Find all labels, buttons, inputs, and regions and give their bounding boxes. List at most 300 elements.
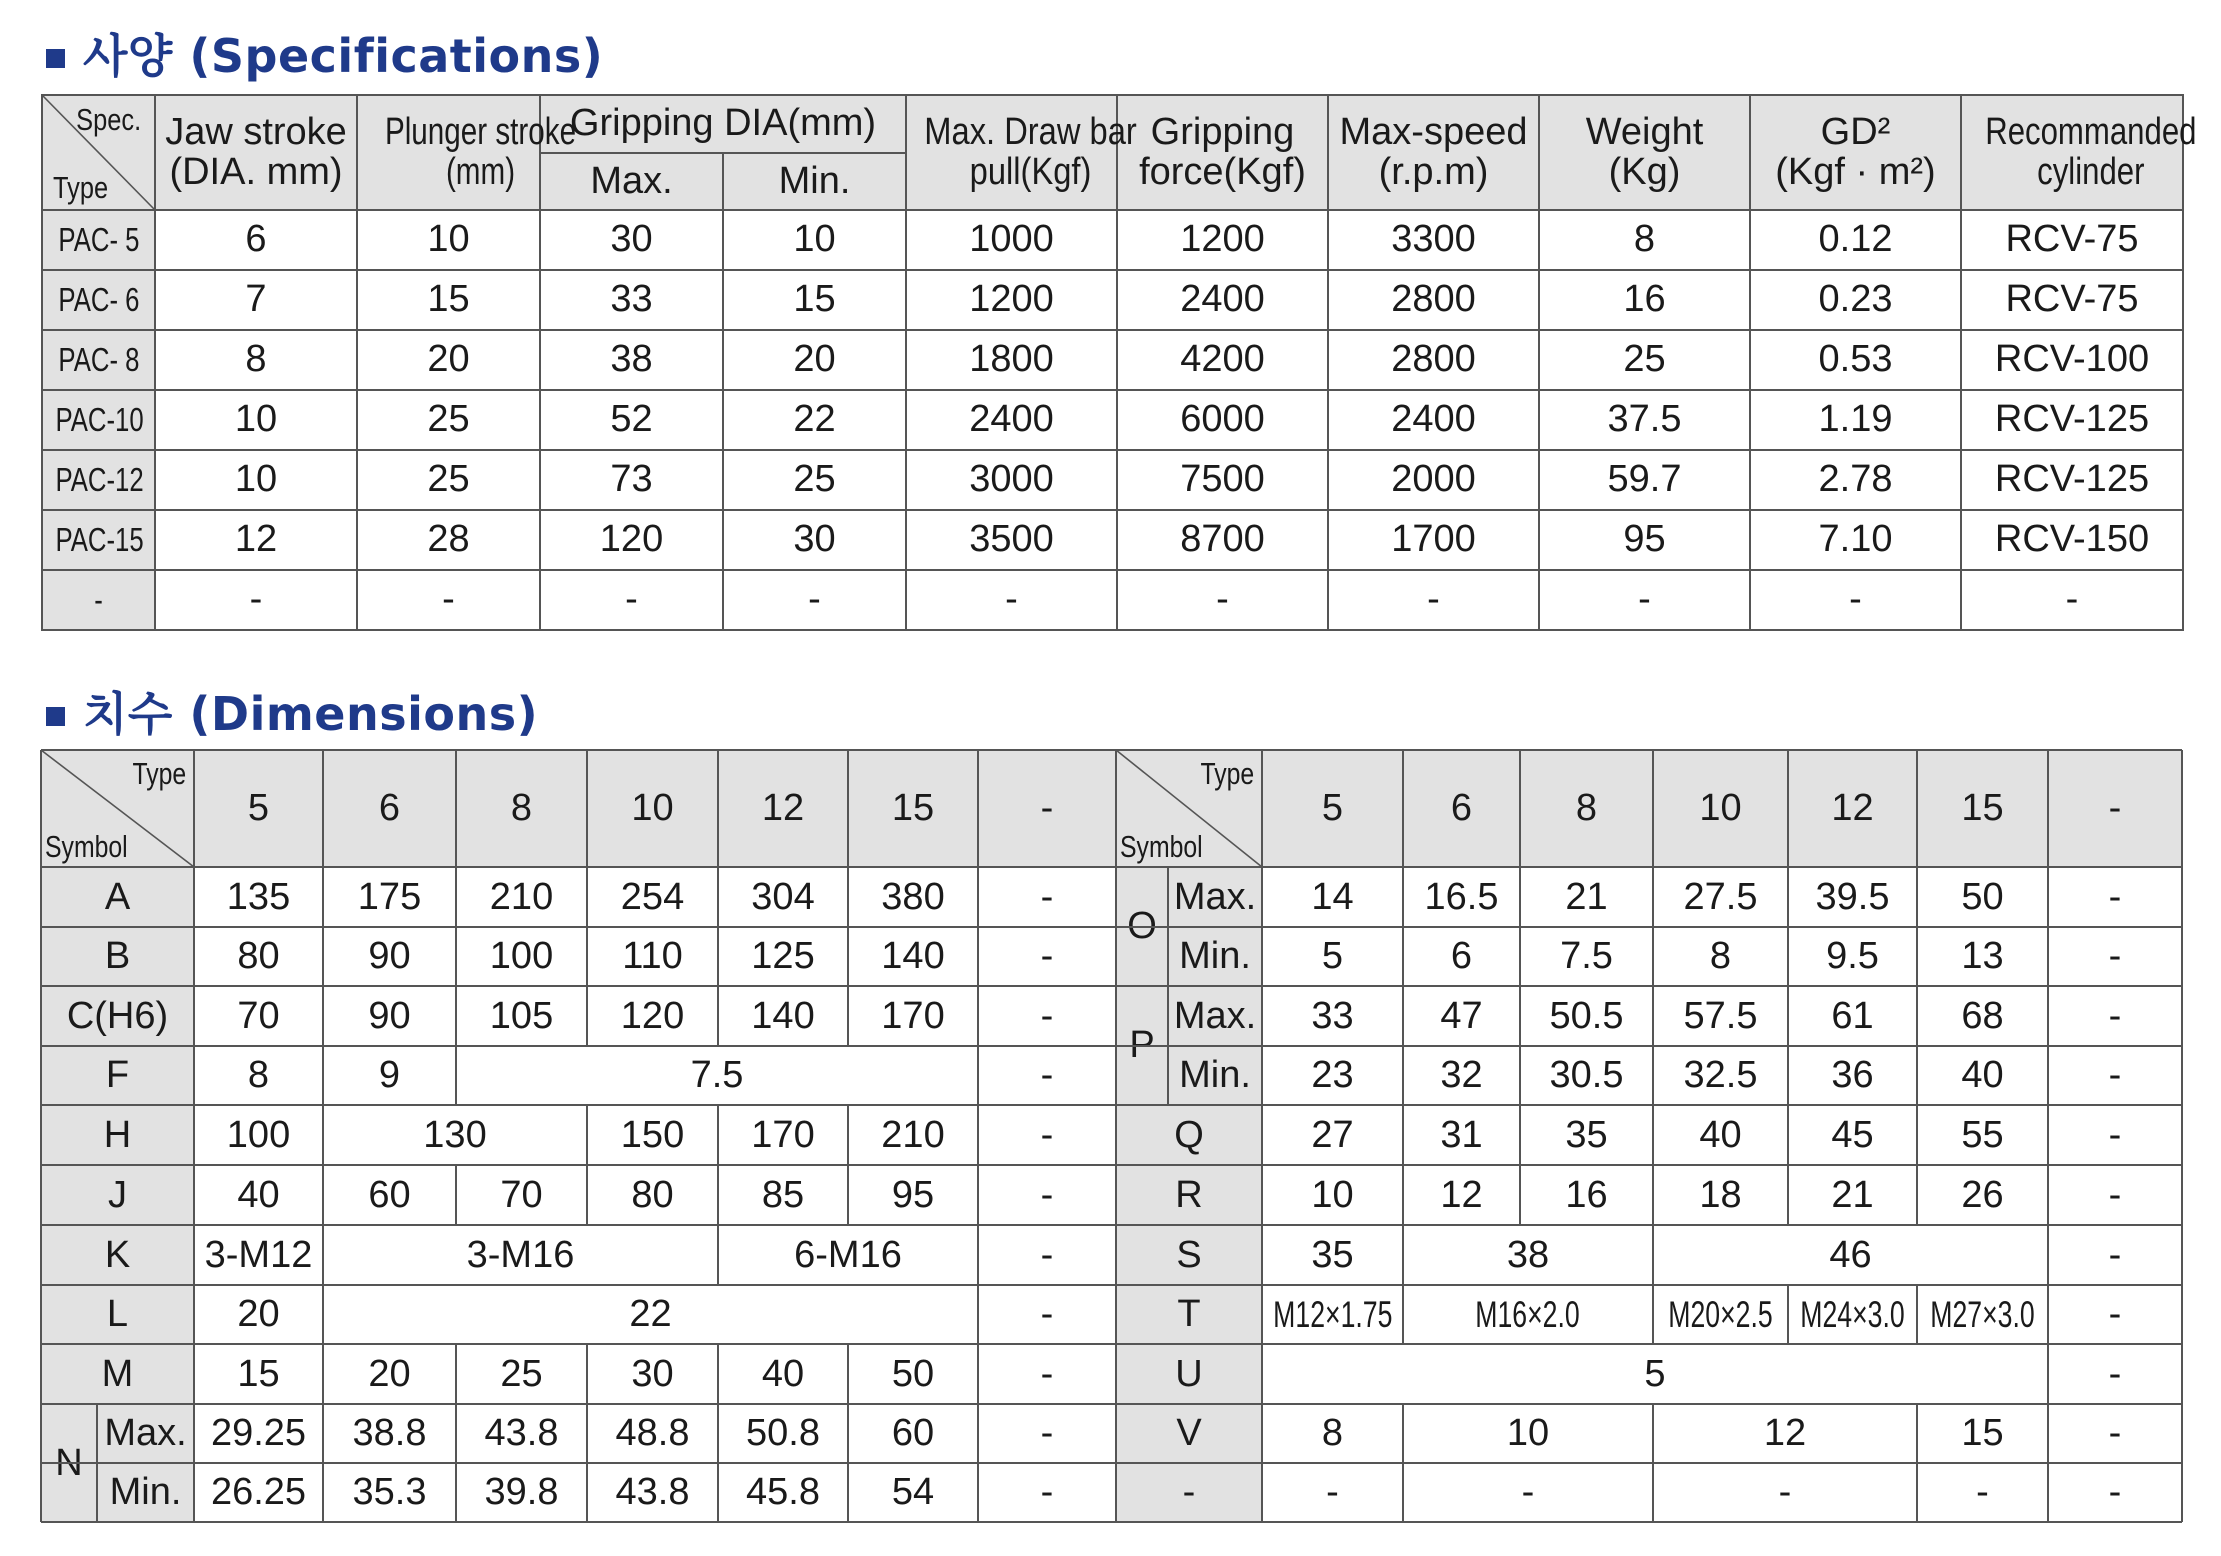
grid-line <box>586 1165 588 1225</box>
spec-value-cell: - <box>1117 570 1328 630</box>
value-b: 140 <box>881 935 945 977</box>
symbol-o: O <box>1127 905 1157 947</box>
header-gripping-force: Gripping force(Kgf) <box>1117 95 1328 210</box>
square-bullet-icon <box>46 707 65 726</box>
dims-corner-cell-left <box>41 750 194 867</box>
value-r: 21 <box>1831 1173 1874 1216</box>
symbol-p-max: Max. <box>1173 994 1257 1037</box>
spec-type-cell: PAC- 5 <box>42 210 155 270</box>
value-b: 110 <box>622 935 683 977</box>
spec-value-cell: - <box>1328 570 1539 630</box>
value-t: M16×2.0 <box>1475 1293 1581 1335</box>
grid-line <box>455 1165 457 1225</box>
value-h: 210 <box>881 1113 945 1156</box>
value-r: 16 <box>1565 1173 1608 1216</box>
spec-type-cell: PAC- 8 <box>42 330 155 390</box>
grid-line <box>41 1462 2182 1464</box>
grid-line <box>1652 1046 1654 1105</box>
grid-line <box>977 867 979 927</box>
grid-line <box>977 1344 979 1404</box>
grid-line <box>1402 986 1404 1046</box>
grid-line <box>96 1404 98 1522</box>
value-l: 20 <box>237 1293 280 1335</box>
header-max: Max. <box>540 153 723 210</box>
spec-value-cell: 25 <box>357 450 540 510</box>
square-bullet-icon <box>46 49 65 68</box>
grid-line <box>322 1463 324 1522</box>
grid-line <box>1519 1046 1521 1105</box>
symbol-f: F <box>105 1054 130 1096</box>
spec-value-cell: 2400 <box>1328 390 1539 450</box>
type-header-right: 5 <box>1321 787 1344 829</box>
grid-line <box>847 986 849 1046</box>
grid-line <box>1402 1404 1404 1463</box>
spec-value-cell: 8 <box>155 330 357 390</box>
spec-value-cell: 8700 <box>1117 510 1328 570</box>
grid-line <box>847 750 849 867</box>
grid-line <box>455 986 457 1046</box>
grid-line <box>1652 986 1654 1046</box>
grid-line <box>1916 1105 1918 1165</box>
grid-line <box>1916 1404 1918 1463</box>
value-v: - <box>2108 1412 2122 1454</box>
spec-value-cell: 10 <box>357 210 540 270</box>
spec-corner-type: Type <box>53 170 109 206</box>
value-j: 60 <box>368 1173 411 1216</box>
grid-line <box>2047 1165 2049 1225</box>
value-q: 40 <box>1699 1113 1742 1156</box>
spec-value-cell: 95 <box>1539 510 1750 570</box>
spec-value-cell: 1000 <box>906 210 1117 270</box>
grid-line <box>322 867 324 927</box>
spec-value-cell: 1800 <box>906 330 1117 390</box>
value-m: 15 <box>237 1352 280 1395</box>
value-v: 8 <box>1321 1412 1344 1454</box>
symbol-m: M <box>101 1352 134 1395</box>
value-p-min: 32.5 <box>1683 1054 1758 1096</box>
value-j: 70 <box>500 1173 543 1216</box>
spec-value-cell: 0.23 <box>1750 270 1961 330</box>
grid-line <box>1916 750 1918 867</box>
grid-line <box>322 1105 324 1165</box>
spec-value-cell: - <box>540 570 723 630</box>
grid-line <box>41 749 2182 751</box>
symbol-l: L <box>106 1293 129 1335</box>
value-m: - <box>1040 1352 1054 1395</box>
symbol-r: R <box>1175 1173 1203 1216</box>
symbol-c: C(H6) <box>66 994 169 1037</box>
spec-value-cell: 8 <box>1539 210 1750 270</box>
type-header-right: 8 <box>1575 787 1598 829</box>
symbol-h: H <box>103 1113 132 1156</box>
symbol-o-max: Max. <box>1173 875 1257 918</box>
symbol-n-max: Max. <box>104 1412 187 1454</box>
grid-line <box>1261 750 1263 1522</box>
value-q: 27 <box>1311 1113 1354 1156</box>
grid-line <box>41 1521 2182 1523</box>
symbol-j: J <box>108 1173 127 1216</box>
type-header-right: - <box>2108 787 2122 829</box>
value-a: 135 <box>226 875 291 918</box>
grid-line <box>1519 927 1521 986</box>
spec-value-cell: 3000 <box>906 450 1117 510</box>
value-c: 170 <box>881 994 945 1037</box>
value-n-min: 26.25 <box>210 1471 307 1513</box>
spec-value-cell: - <box>357 570 540 630</box>
spec-value-cell: 28 <box>357 510 540 570</box>
grid-line <box>1115 750 1117 1522</box>
spec-corner-cell <box>42 95 155 210</box>
grid-line <box>1916 927 1918 986</box>
grid-line <box>1402 1105 1404 1165</box>
value-a: 304 <box>751 875 815 918</box>
spec-value-cell: RCV-100 <box>1961 330 2183 390</box>
value-b: 100 <box>489 935 554 977</box>
value-k: - <box>1040 1233 1054 1276</box>
spec-value-cell: 2400 <box>906 390 1117 450</box>
type-header-left: 6 <box>378 787 401 829</box>
value-dash: - <box>1326 1471 1339 1513</box>
grid-line <box>977 1463 979 1522</box>
spec-value-cell: RCV-125 <box>1961 390 2183 450</box>
grid-line <box>977 1105 979 1165</box>
grid-line <box>322 927 324 986</box>
value-c: 105 <box>489 994 554 1037</box>
grid-line <box>717 986 719 1046</box>
value-c: 90 <box>368 994 411 1037</box>
value-p-max: 33 <box>1311 994 1354 1037</box>
symbol-o-min: Min. <box>1179 935 1251 977</box>
value-q: 35 <box>1565 1113 1608 1156</box>
grid-line <box>2047 1344 2049 1404</box>
spec-value-cell: 73 <box>540 450 723 510</box>
grid-line <box>1652 1404 1654 1463</box>
value-o-min: 6 <box>1450 935 1473 977</box>
value-n-max: 48.8 <box>615 1412 690 1454</box>
value-m: 25 <box>500 1352 543 1395</box>
spec-value-cell: 15 <box>723 270 906 330</box>
grid-line <box>41 1343 2182 1345</box>
corner-symbol-label: Symbol <box>1120 829 1203 864</box>
spec-value-cell: 2000 <box>1328 450 1539 510</box>
dims-table <box>41 750 2182 1522</box>
corner-type-label: Type <box>132 756 186 791</box>
value-l: - <box>1040 1293 1054 1335</box>
grid-line <box>1652 1285 1654 1344</box>
grid-line <box>1402 750 1404 867</box>
grid-line <box>977 750 979 867</box>
value-j: - <box>1040 1173 1054 1216</box>
grid-line <box>2047 927 2049 986</box>
grid-line <box>847 1165 849 1225</box>
grid-line <box>1652 867 1654 927</box>
grid-line <box>977 986 979 1046</box>
symbol-p-min: Min. <box>1179 1054 1251 1096</box>
value-c: - <box>1040 994 1054 1037</box>
grid-line <box>586 986 588 1046</box>
value-b: - <box>1040 935 1054 977</box>
value-p-max: - <box>2108 994 2122 1037</box>
value-p-min: 36 <box>1831 1054 1874 1096</box>
grid-line <box>1916 986 1918 1046</box>
value-c: 120 <box>620 994 685 1037</box>
value-a: 380 <box>881 875 945 918</box>
grid-line <box>1402 867 1404 927</box>
grid-line <box>977 1165 979 1225</box>
grid-line <box>2047 1105 2049 1165</box>
grid-line <box>1402 927 1404 986</box>
value-n-max: - <box>1040 1412 1054 1454</box>
grid-line <box>1519 1105 1521 1165</box>
value-a: 175 <box>357 875 422 918</box>
spec-value-cell: 59.7 <box>1539 450 1750 510</box>
spec-value-cell: 37.5 <box>1539 390 1750 450</box>
grid-line <box>1916 1463 1918 1522</box>
value-u: 5 <box>1644 1352 1666 1395</box>
value-p-max: 57.5 <box>1683 994 1758 1037</box>
value-k: 3-M12 <box>204 1233 313 1276</box>
value-s: 38 <box>1506 1233 1550 1276</box>
value-b: 125 <box>751 935 815 977</box>
type-header-left: 15 <box>891 787 935 829</box>
grid-line <box>455 927 457 986</box>
value-j: 95 <box>891 1173 935 1216</box>
value-a: 210 <box>489 875 554 918</box>
grid-line <box>717 750 719 867</box>
grid-line <box>586 927 588 986</box>
grid-line <box>322 1404 324 1463</box>
spec-row <box>42 210 2183 270</box>
spec-value-cell: 10 <box>155 450 357 510</box>
spec-row <box>42 270 2183 330</box>
symbol-dash: - <box>1182 1471 1196 1513</box>
type-header-left: 10 <box>631 787 674 829</box>
grid-line <box>1167 867 1169 1105</box>
grid-line <box>1519 1165 1521 1225</box>
grid-line <box>2047 750 2049 867</box>
grid-line <box>455 1344 457 1404</box>
value-a: 254 <box>620 875 685 918</box>
spec-value-cell: RCV-125 <box>1961 450 2183 510</box>
value-n-min: 43.8 <box>615 1471 690 1513</box>
grid-line <box>586 1105 588 1165</box>
value-o-min: 9.5 <box>1826 935 1879 977</box>
spec-type-cell: PAC-10 <box>42 390 155 450</box>
value-b: 90 <box>368 935 411 977</box>
grid-line <box>977 1404 979 1463</box>
symbol-s: S <box>1176 1233 1202 1276</box>
value-n-min: - <box>1040 1471 1054 1513</box>
value-h: 170 <box>751 1113 815 1156</box>
value-f: - <box>1040 1054 1054 1096</box>
value-p-min: 40 <box>1961 1054 2004 1096</box>
grid-line <box>1916 1046 1918 1105</box>
spec-value-cell: 7 <box>155 270 357 330</box>
spec-value-cell: RCV-150 <box>1961 510 2183 570</box>
spec-value-cell: 1.19 <box>1750 390 1961 450</box>
spec-value-cell: 1700 <box>1328 510 1539 570</box>
value-j: 80 <box>631 1173 674 1216</box>
spec-value-cell: 10 <box>723 210 906 270</box>
grid-line <box>1787 1046 1789 1105</box>
grid-line <box>847 1105 849 1165</box>
spec-value-cell: RCV-75 <box>1961 210 2183 270</box>
spec-table-body <box>42 210 2183 630</box>
value-n-min: 39.8 <box>484 1471 559 1513</box>
value-r: 10 <box>1311 1173 1354 1216</box>
symbol-u: U <box>1175 1352 1203 1395</box>
grid-line <box>1519 750 1521 867</box>
grid-line <box>1652 1165 1654 1225</box>
value-q: 55 <box>1961 1113 2004 1156</box>
value-s: 46 <box>1829 1233 1872 1276</box>
grid-line <box>1652 1463 1654 1522</box>
grid-line <box>2047 1046 2049 1105</box>
grid-line <box>2047 986 2049 1046</box>
grid-line <box>1519 986 1521 1046</box>
grid-line <box>41 926 2182 928</box>
spec-value-cell: 120 <box>540 510 723 570</box>
grid-line <box>455 867 457 927</box>
grid-line <box>847 867 849 927</box>
spec-value-cell: 25 <box>1539 330 1750 390</box>
grid-line <box>322 750 324 867</box>
value-b: 80 <box>237 935 280 977</box>
header-gripping-dia: Gripping DIA(mm) <box>540 95 906 153</box>
spec-value-cell: - <box>906 570 1117 630</box>
value-n-min: 54 <box>891 1471 935 1513</box>
grid-line <box>1787 1285 1789 1344</box>
value-o-min: - <box>2108 935 2122 977</box>
value-o-max: 14 <box>1311 875 1354 918</box>
spec-corner-spec: Spec. <box>75 102 141 137</box>
type-header-left: 12 <box>761 787 805 829</box>
grid-line <box>322 1344 324 1404</box>
value-t: - <box>2108 1293 2122 1335</box>
grid-line <box>1519 867 1521 927</box>
value-k: 6-M16 <box>794 1233 902 1276</box>
symbol-n: N <box>55 1441 83 1484</box>
value-n-min: 35.3 <box>352 1471 427 1513</box>
type-header-right: 15 <box>1961 787 2004 829</box>
dims-corner-cell-right <box>1116 750 1262 867</box>
value-t: M27×3.0 <box>1930 1293 2035 1335</box>
value-n-max: 29.25 <box>210 1412 307 1454</box>
grid-line <box>717 1463 719 1522</box>
grid-line <box>847 1344 849 1404</box>
grid-line <box>322 1046 324 1105</box>
grid-line <box>977 1225 979 1285</box>
value-dash: - <box>2108 1471 2122 1513</box>
value-o-max: 21 <box>1565 875 1608 918</box>
spec-type-cell: PAC- 6 <box>42 270 155 330</box>
value-p-max: 68 <box>1961 994 2004 1037</box>
spec-value-cell: 10 <box>155 390 357 450</box>
value-p-min: 23 <box>1311 1054 1354 1096</box>
grid-line <box>455 1046 457 1105</box>
grid-line <box>1787 986 1789 1046</box>
spec-row <box>42 330 2183 390</box>
grid-line <box>41 1403 2182 1405</box>
grid-line <box>1402 1165 1404 1225</box>
value-f: 8 <box>247 1054 270 1096</box>
type-header-left: 5 <box>247 787 270 829</box>
value-v: 15 <box>1961 1412 2004 1454</box>
spec-value-cell: 22 <box>723 390 906 450</box>
value-q: 31 <box>1440 1113 1483 1156</box>
grid-line <box>1787 1105 1789 1165</box>
value-o-max: 27.5 <box>1683 875 1758 918</box>
value-r: 12 <box>1440 1173 1483 1216</box>
grid-line <box>322 986 324 1046</box>
grid-line <box>41 1104 2182 1106</box>
value-n-max: 38.8 <box>352 1412 427 1454</box>
grid-line <box>847 927 849 986</box>
spec-heading <box>46 20 603 86</box>
symbol-k: K <box>104 1233 131 1276</box>
value-t: M12×1.75 <box>1272 1293 1393 1335</box>
spec-row <box>42 390 2183 450</box>
corner-symbol-label: Symbol <box>45 829 128 864</box>
value-p-max: 50.5 <box>1549 994 1624 1037</box>
value-f: 9 <box>378 1054 401 1096</box>
value-a: - <box>1040 875 1054 918</box>
value-r: - <box>2108 1173 2122 1216</box>
grid-line <box>41 1224 2182 1226</box>
spec-row <box>42 570 2183 630</box>
header-max-speed: Max-speed (r.p.m) <box>1328 95 1539 210</box>
grid-line <box>1652 750 1654 867</box>
type-header-left: 8 <box>510 787 533 829</box>
value-t: M24×3.0 <box>1800 1293 1905 1335</box>
spec-value-cell: 25 <box>357 390 540 450</box>
value-dash: - <box>1521 1471 1535 1513</box>
spec-value-cell: 2800 <box>1328 270 1539 330</box>
grid-line <box>847 1404 849 1463</box>
grid-line <box>717 1225 719 1285</box>
symbol-b: B <box>104 935 131 977</box>
grid-line <box>41 1284 2182 1286</box>
spec-value-cell: 20 <box>357 330 540 390</box>
value-v: 12 <box>1763 1412 1807 1454</box>
grid-line <box>717 1344 719 1404</box>
spec-value-cell: 30 <box>540 210 723 270</box>
spec-value-cell: 52 <box>540 390 723 450</box>
grid-line <box>1916 1285 1918 1344</box>
value-o-max: - <box>2108 875 2122 918</box>
grid-line <box>1652 927 1654 986</box>
spec-value-cell: 30 <box>723 510 906 570</box>
value-m: 20 <box>368 1352 411 1395</box>
grid-line <box>586 1344 588 1404</box>
spec-value-cell: 20 <box>723 330 906 390</box>
grid-line <box>977 927 979 986</box>
value-o-max: 50 <box>1961 875 2004 918</box>
grid-line <box>1787 1165 1789 1225</box>
grid-line <box>2047 867 2049 927</box>
spec-value-cell: 1200 <box>906 270 1117 330</box>
grid-line <box>41 1045 2182 1047</box>
grid-line <box>455 1463 457 1522</box>
spec-value-cell: 3500 <box>906 510 1117 570</box>
value-u: - <box>2108 1352 2122 1395</box>
value-m: 50 <box>891 1352 935 1395</box>
grid-line <box>322 1225 324 1285</box>
grid-line <box>717 1105 719 1165</box>
value-s: - <box>2108 1233 2122 1276</box>
grid-line <box>717 1165 719 1225</box>
spec-value-cell: 4200 <box>1117 330 1328 390</box>
